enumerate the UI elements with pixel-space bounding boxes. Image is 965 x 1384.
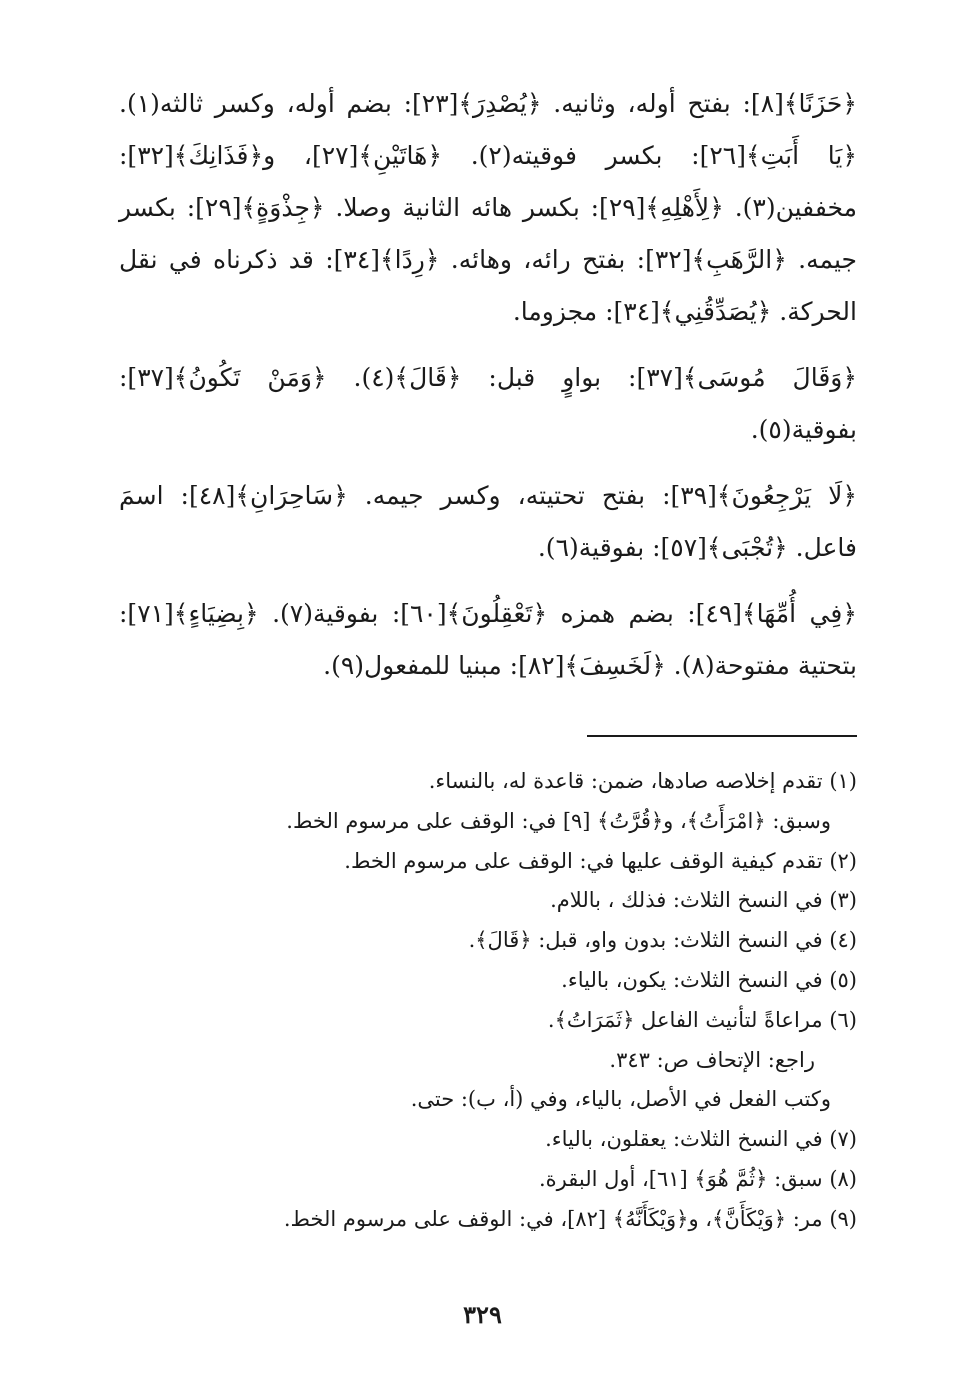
footnote-4: (٤) في النسخ الثلاث: بدون واو، قبل: ﴿قَالَ﴾.: [468, 928, 857, 953]
footnote-2: (٢) تقدم كيفية الوقف عليها في: الوقف على مرسوم الخط.: [344, 848, 857, 873]
footnote-1-continuation: وسبق: ﴿امْرَأَتُ﴾، و﴿قُرَّتُ﴾ [٩] في: الوقف على مرسوم الخط.: [286, 808, 831, 833]
footnote-separator: [587, 735, 857, 737]
footnote-7: (٧) في النسخ الثلاث: يعقلون، بالياء.: [545, 1127, 857, 1152]
footnote-6-reference: راجع: الإتحاف ص: ٣٤٣.: [609, 1047, 815, 1072]
footnote-3: (٣) في النسخ الثلاث: فذلك ، باللام.: [550, 888, 857, 913]
footnote-6-continuation: وكتب الفعل في الأصل، بالياء، وفي (أ، ب): حتى.: [410, 1087, 831, 1112]
paragraph-4: ﴿فِي أُمِّهَا﴾[٤٩]: بضم همزه ﴿تَعْقِلُونَ﴾[٦٠]: بفوقية(٧). ﴿بِضِيَاءٍ﴾[٧١]: بتحتية مفتوحة(٨). ﴿لَخَسِفَ﴾[٨٢]: مبنيا للمفعول(٩).: [119, 599, 857, 680]
main-text: [119, 78, 857, 692]
page-number: ٣٢٩: [463, 1300, 502, 1329]
footnote-8: (٨) سبق: ﴿ثُمَّ هُوَ﴾ [٦١]، أول البقرة.: [538, 1166, 857, 1191]
paragraph-2: ﴿وَقَالَ مُوسَى﴾[٣٧]: بواوٍ قبل: ﴿قَالَ﴾(٤). ﴿وَمَنْ تَكُونُ﴾[٣٧]: بفوقية(٥).: [119, 363, 857, 444]
footnotes: [119, 762, 857, 1240]
paragraph-3: ﴿لَا يَرْجِعُونَ﴾[٣٩]: بفتح تحتيته، وكسر جيمه. ﴿سَاحِرَانِ﴾[٤٨]: اسمَ فاعل. ﴿تُجْبَى﴾[٥٧]: بفوقية(٦).: [119, 481, 858, 562]
footnote-9: (٩) مر: ﴿وَيْكَأَنَّ﴾، و﴿وَيْكَأَنَّهُ﴾ [٨٢]، في: الوقف على مرسوم الخط.: [283, 1206, 857, 1231]
footnote-5: (٥) في النسخ الثلاث: يكون، بالياء.: [561, 967, 857, 992]
paragraph-1: ﴿حَزَنًا﴾[٨]: بفتح أوله، وثانيه. ﴿يُصْدِرَ﴾[٢٣]: بضم أوله، وكسر ثالثه(١). ﴿يَا أَبَتِ﴾[٢٦]: بكسر فوقيته(٢). ﴿هَاتَيْنِ﴾[٢٧]، و﴿فَذَانِكَ﴾[٣٢]: مخففين(٣). ﴿لِأَهْلِهِ﴾[٢٩]: بكسر هائه الثانية وصلا. ﴿جِذْوَةٍ﴾[٢٩]: بكسر جيمه. ﴿الرَّهَبِ﴾[٣٢]: بفتح رائه، وهائه. ﴿رِدًا﴾[٣٤]: قد ذكرناه في نقل الحركة. ﴿يُصَدِّقُنِي﴾[٣٤]: مجزوما.: [119, 89, 857, 326]
footnote-6: (٦) مراعاةً لتأنيث الفاعل ﴿ثَمَرَاتُ﴾.: [547, 1007, 857, 1032]
footnote-1: (١) تقدم إخلاصه صادها، ضمن: قاعدة له، بالنساء.: [428, 769, 857, 793]
